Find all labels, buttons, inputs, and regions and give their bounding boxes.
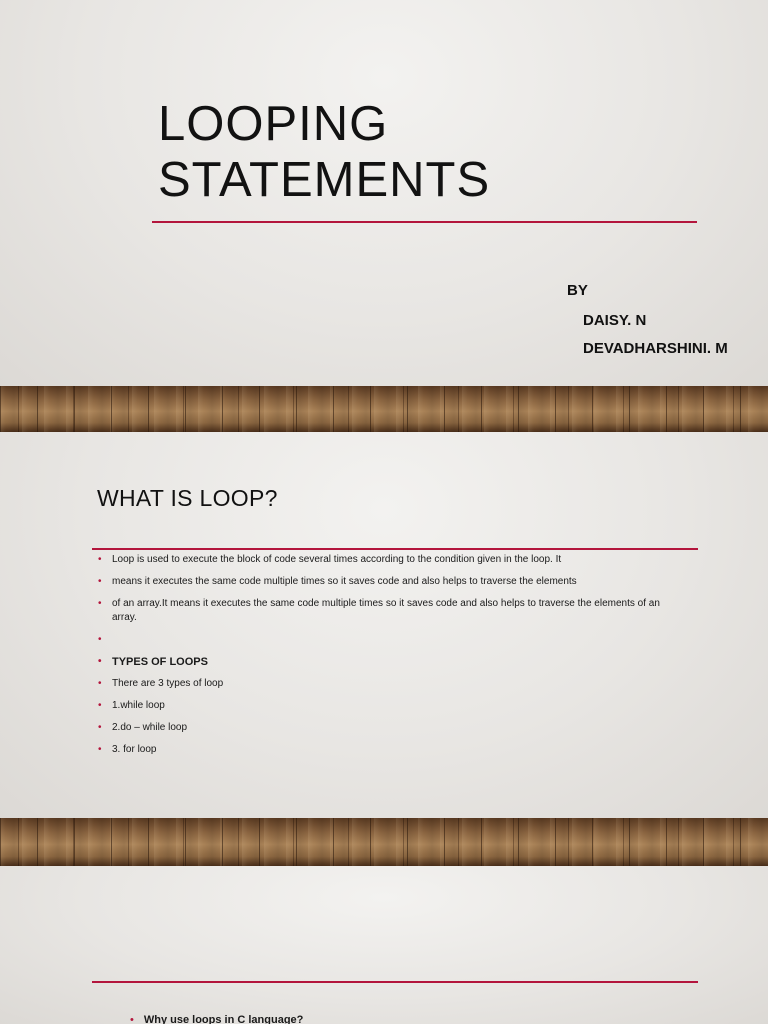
bullet-icon: • xyxy=(98,576,102,587)
list-item xyxy=(96,699,686,713)
bullet-text: 3. for loop xyxy=(112,744,157,755)
bullet-text: Why use loops in C language? xyxy=(143,1014,304,1024)
wood-floor-decoration xyxy=(0,386,768,432)
list-item xyxy=(130,1014,303,1024)
bullet-text: Loop is used to execute the block of code several times according to the condition given in the loop. It xyxy=(112,554,562,565)
list-item xyxy=(96,575,686,589)
list-item xyxy=(96,553,686,567)
bullet-icon: • xyxy=(130,1014,134,1024)
wood-floor-decoration xyxy=(0,818,768,866)
list-item xyxy=(96,597,686,625)
heading-divider xyxy=(92,548,698,550)
title-divider xyxy=(152,221,697,223)
bullet-icon: • xyxy=(98,634,102,645)
list-item xyxy=(96,677,686,691)
what-is-loop-slide xyxy=(0,432,768,818)
title-slide xyxy=(0,0,768,386)
bullet-list xyxy=(96,553,686,765)
bullet-text: 2.do – while loop xyxy=(112,722,188,733)
bullet-text: means it executes the same code multiple times so it saves code and also helps to traverse the elements xyxy=(112,576,577,587)
heading-divider xyxy=(92,981,698,983)
bullet-icon: • xyxy=(98,554,102,565)
bullet-text: There are 3 types of loop xyxy=(112,678,224,689)
bullet-icon: • xyxy=(98,744,102,755)
bullet-text: 1.while loop xyxy=(112,700,165,711)
list-item xyxy=(96,721,686,735)
author-name: DAISY. N xyxy=(583,312,647,329)
why-use-loops-slide xyxy=(0,866,768,1024)
bullet-text: TYPES OF LOOPS xyxy=(112,656,208,668)
title-line-1: LOOPING xyxy=(158,97,389,151)
by-label: BY xyxy=(567,282,588,299)
bullet-text: of an array.It means it executes the same code multiple times so it saves code and also helps to traverse the elements of an array. xyxy=(112,598,660,623)
slide-heading: WHAT IS LOOP? xyxy=(97,485,278,511)
list-item xyxy=(96,633,686,647)
list-item xyxy=(96,655,686,669)
bullet-icon: • xyxy=(98,722,102,733)
bullet-icon: • xyxy=(98,700,102,711)
bullet-icon: • xyxy=(98,678,102,689)
bullet-icon: • xyxy=(98,598,102,609)
bullet-icon: • xyxy=(98,656,102,667)
slide-title xyxy=(158,96,490,208)
title-line-2: STATEMENTS xyxy=(158,153,491,207)
list-item xyxy=(96,743,686,757)
author-name: DEVADHARSHINI. M xyxy=(583,340,728,357)
